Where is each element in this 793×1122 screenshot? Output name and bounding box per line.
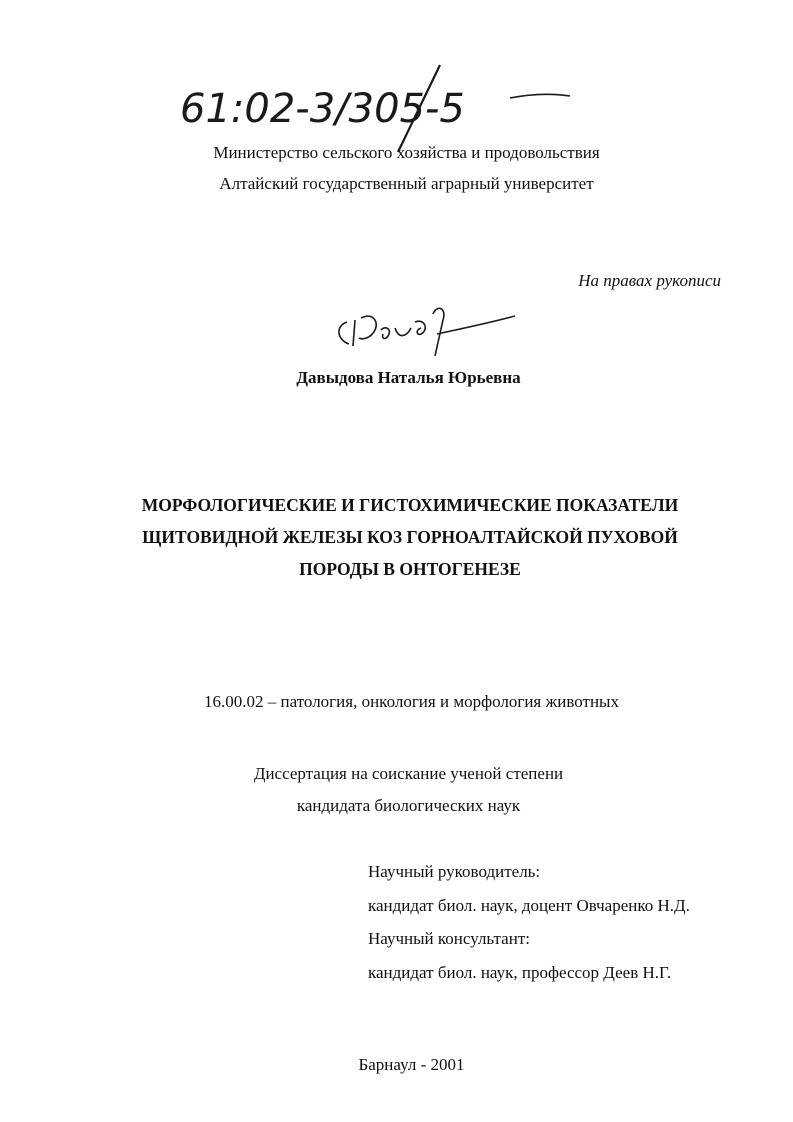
supervisor-name: кандидат биол. наук, доцент Овчаренко Н.Д. bbox=[368, 895, 690, 915]
signature-stroke-2 bbox=[381, 321, 425, 338]
degree-line-2: кандидата биологических наук bbox=[296, 796, 521, 815]
dissertation-title bbox=[100, 489, 720, 585]
consultant-label: Научный консультант: bbox=[368, 929, 530, 948]
signature-stroke-3 bbox=[433, 308, 515, 356]
consultant-name: кандидат биол. наук, профессор Деев Н.Г. bbox=[368, 962, 672, 982]
university-name: Алтайский государственный аграрный университет bbox=[219, 174, 594, 193]
city-year: Барнаул - 2001 bbox=[358, 1055, 465, 1074]
dissertation-degree bbox=[12, 758, 793, 822]
archive-code-drawing bbox=[170, 60, 590, 155]
author-signature bbox=[325, 300, 525, 362]
signature-drawing bbox=[325, 300, 525, 362]
title-line: ПОРОДЫ В ОНТОГЕНЕЗЕ bbox=[299, 559, 521, 579]
degree-line-1: Диссертация на соискание ученой степени bbox=[253, 764, 564, 783]
signature-stroke-1 bbox=[339, 316, 376, 346]
supervisors-block bbox=[368, 855, 690, 989]
specialty-code: 16.00.02 – патология, онкология и морфология животных bbox=[204, 692, 619, 711]
supervisor-label: Научный руководитель: bbox=[368, 862, 541, 881]
archive-code-text: 61:02-3/305-5 bbox=[180, 86, 465, 132]
title-line: МОРФОЛОГИЧЕСКИЕ И ГИСТОХИМИЧЕСКИЕ ПОКАЗАТЕЛИ bbox=[141, 495, 679, 515]
rights-note: На правах рукописи bbox=[578, 271, 721, 290]
ministry-name: Министерство сельского хозяйства и продовольствия bbox=[213, 143, 600, 162]
archive-code-tail-stroke bbox=[510, 94, 570, 98]
author-name: Давыдова Наталья Юрьевна bbox=[296, 368, 521, 387]
archive-code-handwritten bbox=[170, 60, 590, 155]
title-line: ЩИТОВИДНОЙ ЖЕЛЕЗЫ КОЗ ГОРНОАЛТАЙСКОЙ ПУХОВОЙ bbox=[142, 527, 678, 547]
